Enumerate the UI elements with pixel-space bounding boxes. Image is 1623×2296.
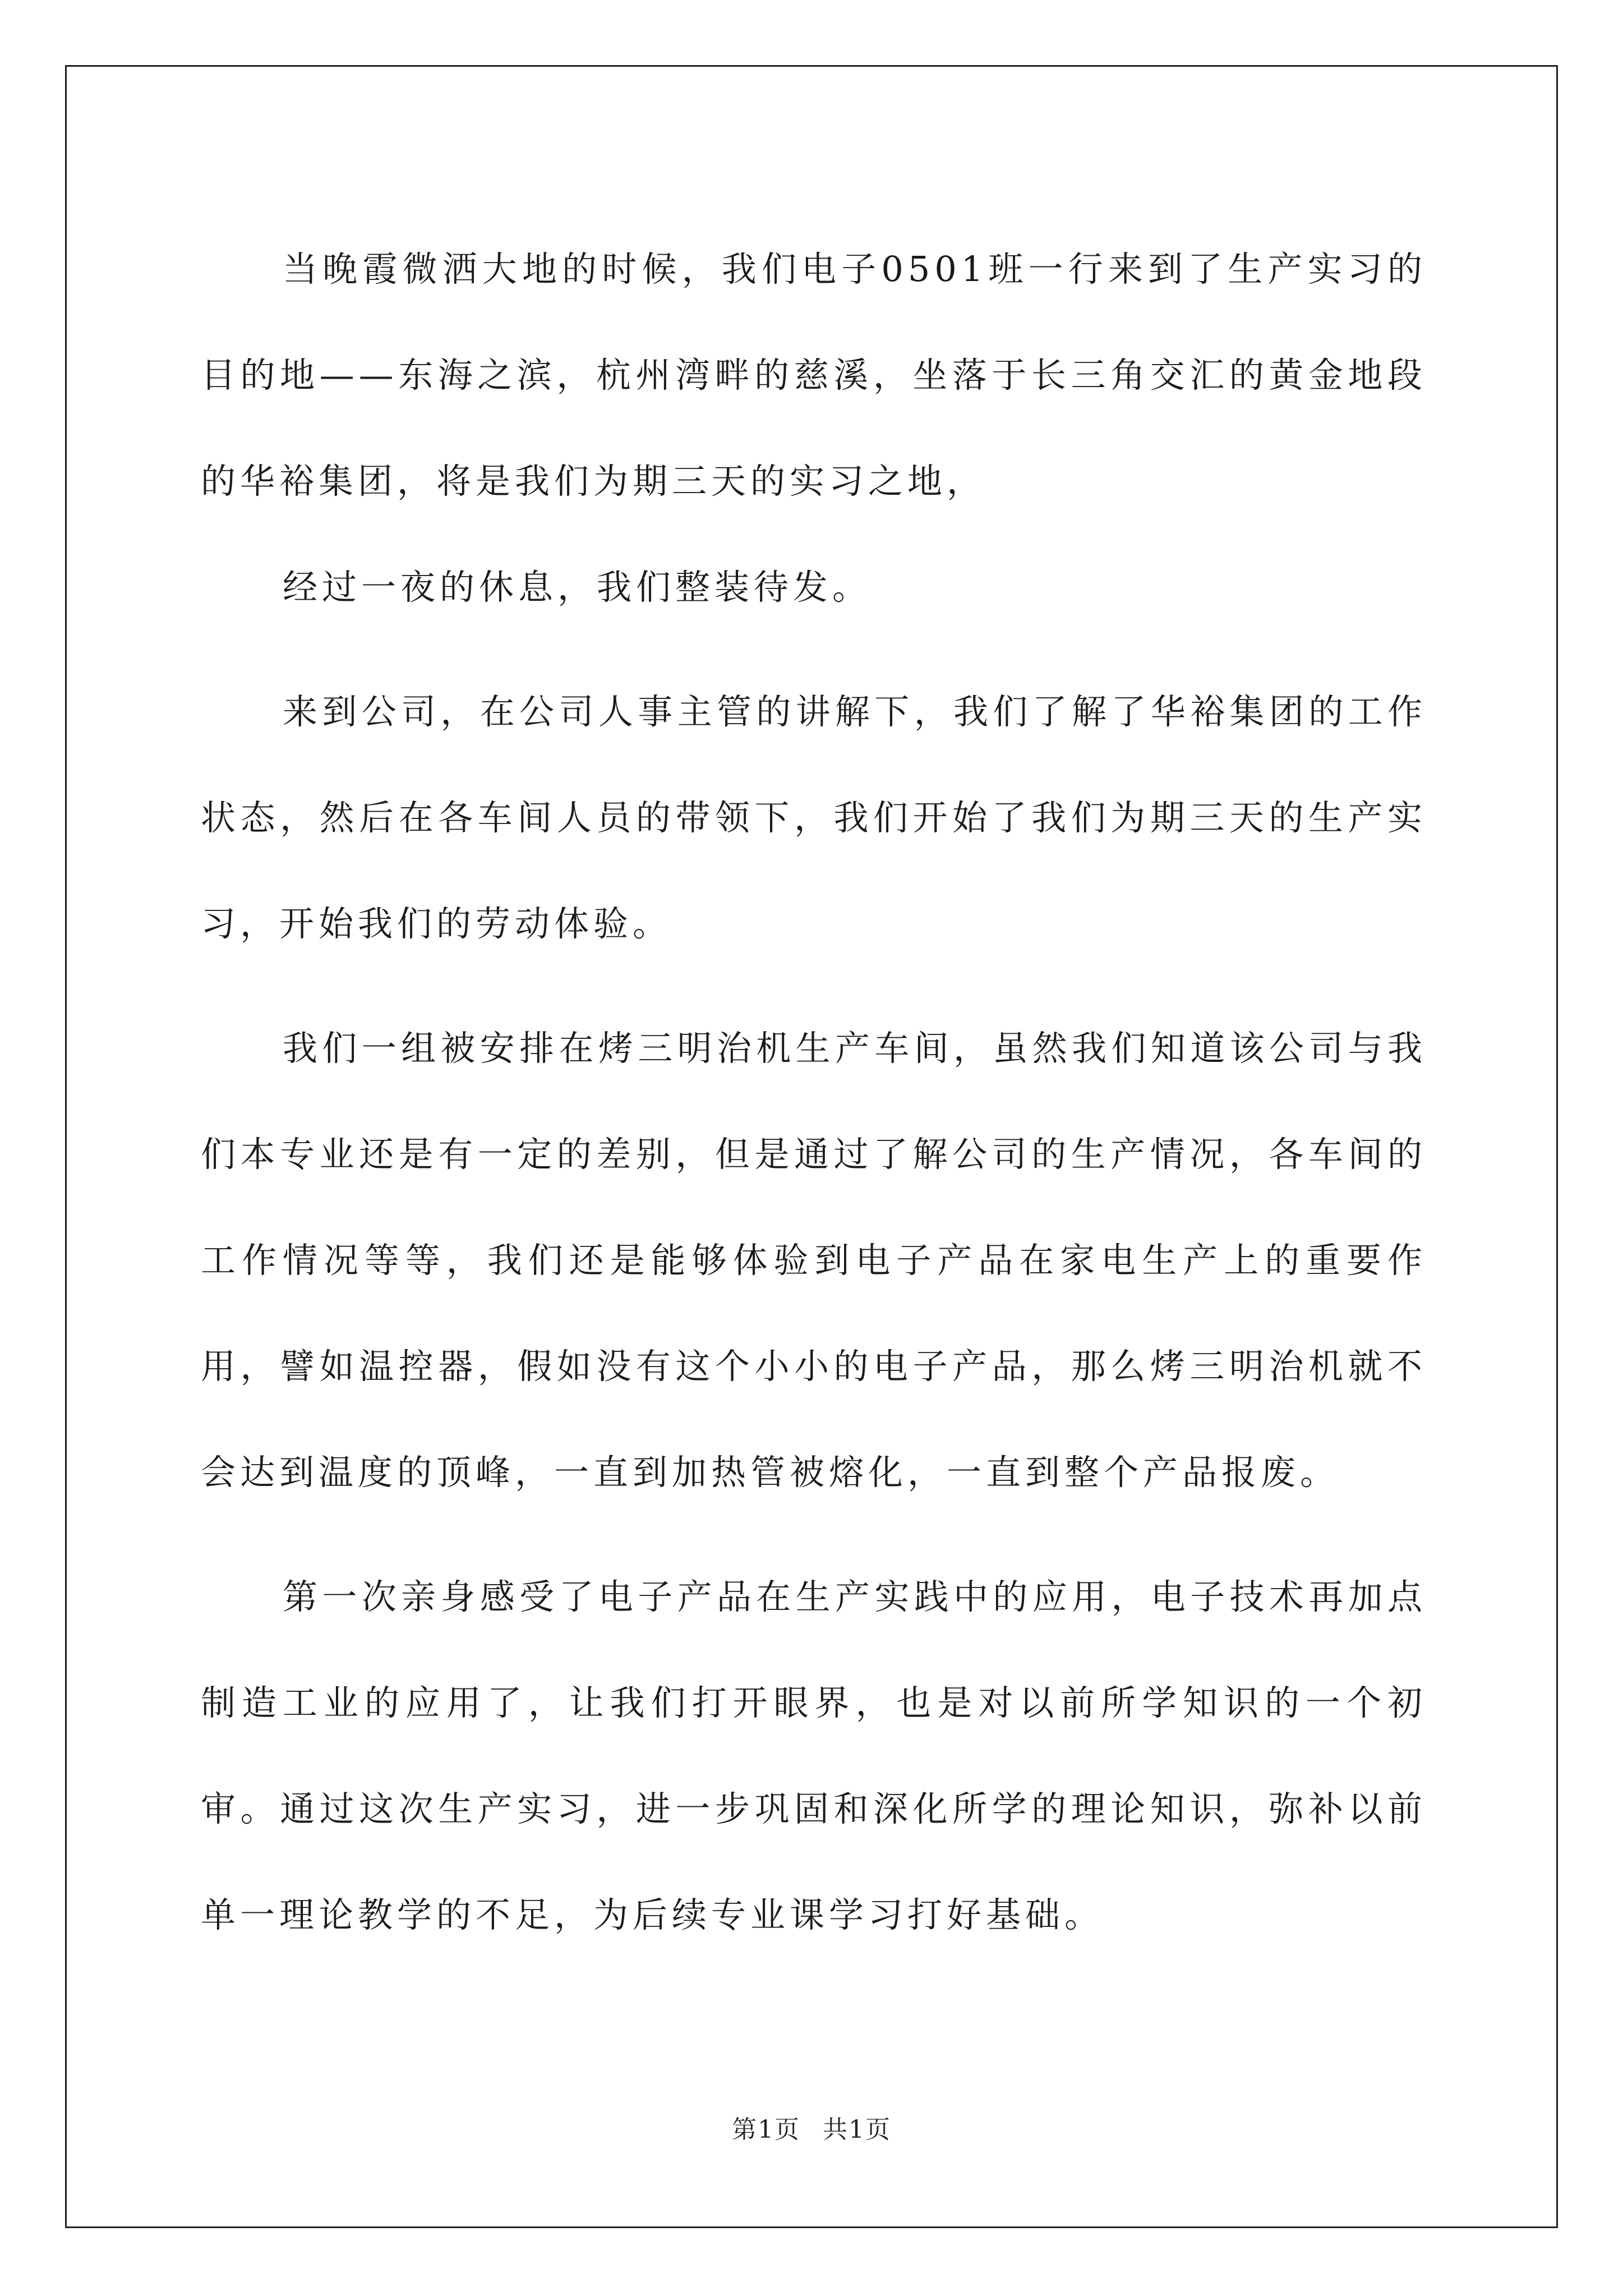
paragraph-4: 我们一组被安排在烤三明治机生产车间，虽然我们知道该公司与我们本专业还是有一定的差别，但是通过了解公司的生产情况，各车间的工作情况等等，我们还是能够体验到电子产品在家电生产上的重要作用，譬如温控器，假如没有这个小小的电子产品，那么烤三明治机就不会达到温度的顶峰，一直到加热管被熔化，一直到整个产品报废。 xyxy=(201,1028,1427,1493)
paragraph-1: 当晚霞微洒大地的时候，我们电子0501班一行来到了生产实习的目的地——东海之滨，杭州湾畔的慈溪，坐落于长三角交汇的黄金地段的华裕集团，将是我们为期三天的实习之地， xyxy=(201,249,1427,501)
page-total: 共1页 xyxy=(823,2115,891,2144)
document-body xyxy=(201,216,1427,1986)
page-footer xyxy=(0,2109,1623,2145)
paragraph-5: 第一次亲身感受了电子产品在生产实践中的应用，电子技术再加点制造工业的应用了，让我们打开眼界，也是对以前所学知识的一个初审。通过这次生产实习，进一步巩固和深化所学的理论知识，弥补以前单一理论教学的不足，为后续专业课学习打好基础。 xyxy=(201,1576,1427,1935)
paragraph-2: 经过一夜的休息，我们整装待发。 xyxy=(283,567,872,608)
paragraph-3: 来到公司，在公司人事主管的讲解下，我们了解了华裕集团的工作状态，然后在各车间人员的带领下，我们开始了我们为期三天的生产实习，开始我们的劳动体验。 xyxy=(201,691,1427,944)
page-number: 第1页 xyxy=(732,2115,800,2144)
